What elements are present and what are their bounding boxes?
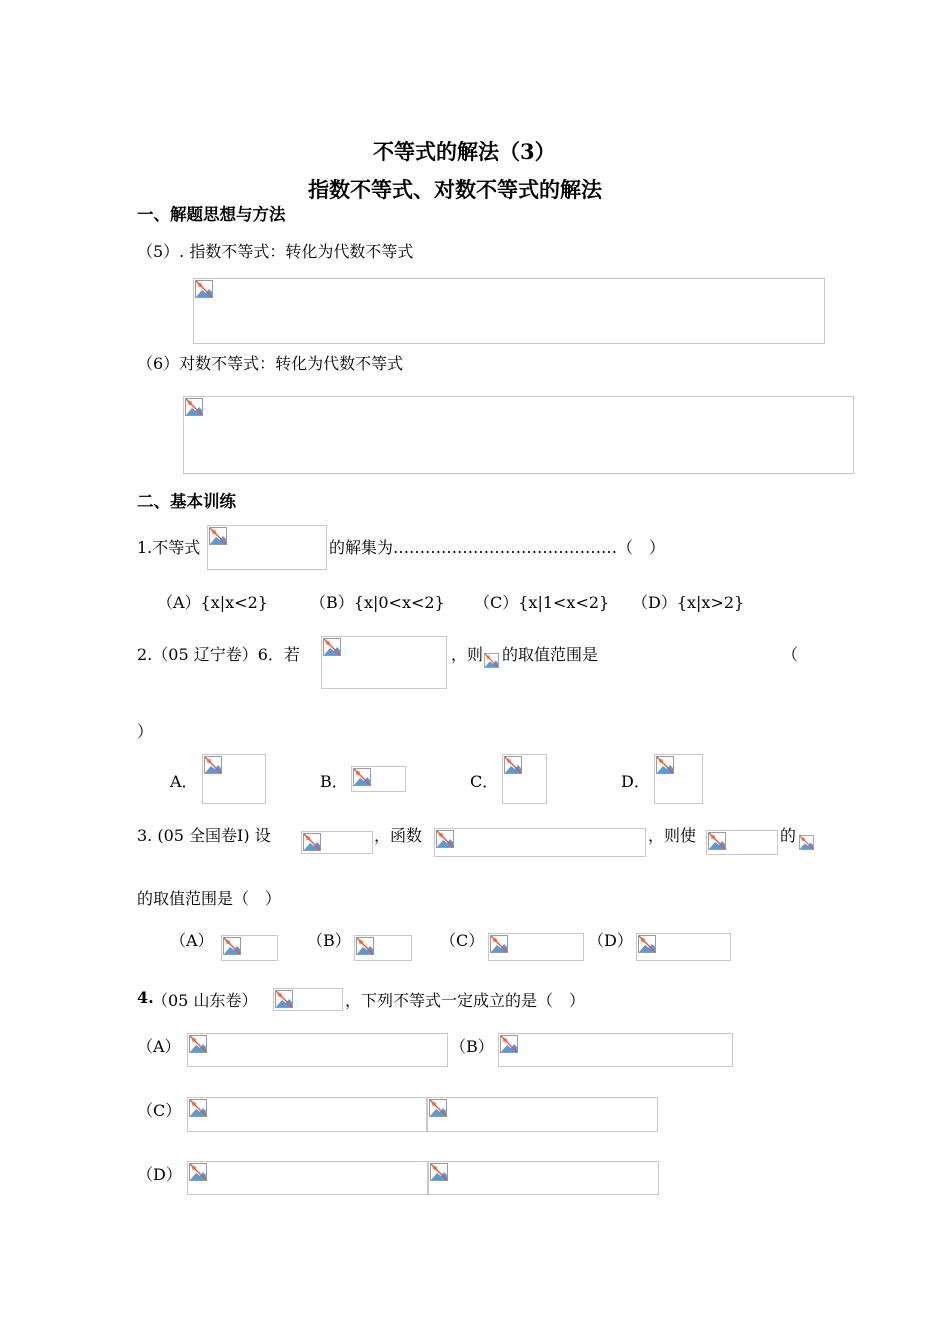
formula-image-box [428,1161,659,1195]
formula-image-box [434,828,646,857]
q4-option-b: （B） [450,1037,494,1056]
q3-mid1: ，函数 [374,826,423,845]
broken-image-icon [204,756,222,774]
item-6-text: （6）对数不等式：转化为代数不等式 [137,354,404,373]
q2-option-c: C． [470,772,499,791]
broken-image-icon [303,833,321,851]
broken-image-icon [209,527,227,545]
q3-option-a: （A） [170,931,214,950]
section-heading-methods: 一、解题思想与方法 [137,205,286,224]
broken-image-icon [656,756,674,774]
formula-image-box [221,935,278,961]
formula-image-box [498,1033,733,1067]
q3-option-b: （B） [307,931,351,950]
broken-image-icon [353,768,371,786]
broken-image-icon [638,935,656,953]
q3-mid3: 的 [780,826,797,845]
formula-image-box [351,766,406,792]
broken-image-icon [799,835,814,850]
q2-paren-close: ） [137,722,154,741]
section-heading-training: 二、基本训练 [137,492,236,511]
broken-image-icon [185,398,203,416]
page-title: 不等式的解法（3） [373,139,556,164]
formula-image-box [321,636,447,689]
formula-image-box [427,1097,658,1132]
q4-prefix: （05 山东卷） [152,991,258,1010]
q2-option-d: D． [621,772,650,791]
q3-mid2: ，则使 [648,826,697,845]
formula-image-box [488,933,584,961]
formula-image-box [484,653,501,670]
q4-option-c: （C） [137,1101,182,1120]
broken-image-icon [429,1099,447,1117]
q4-option-a: （A） [137,1037,181,1056]
formula-image-box [187,1161,428,1195]
formula-image-box [354,935,412,961]
q3-option-d: （D） [588,931,633,950]
q2-suffix: 的取值范围是 [502,645,599,664]
page-subtitle: 指数不等式、对数不等式的解法 [308,177,602,202]
q3-line2: 的取值范围是（ ） [137,889,282,908]
broken-image-icon [436,830,454,848]
q2-prefix: 2.（05 辽宁卷）6．若 [137,645,300,664]
broken-image-icon [189,1035,207,1053]
q2-option-b: B． [320,772,348,791]
q3-option-c: （C） [440,931,485,950]
formula-image-box [502,754,547,804]
broken-image-icon [223,937,241,955]
formula-image-box [706,830,778,855]
broken-image-icon [490,935,508,953]
formula-image-box [799,835,815,851]
formula-image-box [301,831,373,854]
item-5-text: （5）. 指数不等式：转化为代数不等式 [137,242,414,261]
q4-option-d: （D） [137,1165,182,1184]
q4-suffix: ，下列不等式一定成立的是（ ） [345,991,586,1010]
broken-image-icon [323,638,341,656]
broken-image-icon [484,653,499,668]
broken-image-icon [430,1163,448,1181]
q4-number: 4. [137,988,154,1007]
broken-image-icon [189,1099,207,1117]
broken-image-icon [195,280,213,298]
formula-image-box [183,396,854,474]
formula-image-box [193,278,825,344]
broken-image-icon [356,937,374,955]
q3-prefix: 3. (05 全国卷Ⅰ) 设 [137,826,271,845]
q1-option-b: （B）{x|0<x<2} [310,593,445,612]
formula-image-box [654,754,703,804]
formula-image-box [207,525,327,570]
broken-image-icon [189,1163,207,1181]
formula-image-box [273,988,343,1011]
q1-option-c: （C）{x|1<x<2} [474,593,610,612]
q1-option-d: （D）{x|x>2} [632,593,745,612]
q2-mid: ，则 [451,645,484,664]
q1-suffix: 的解集为……………………………………（ ） [329,538,666,557]
q1-option-a: （A）{x|x<2} [157,593,268,612]
formula-image-box [187,1033,448,1067]
q2-paren-open: （ [782,645,799,664]
broken-image-icon [708,832,726,850]
broken-image-icon [500,1035,518,1053]
q1-prefix: 1.不等式 [137,538,201,557]
formula-image-box [636,933,731,961]
q2-option-a: A． [170,772,198,791]
broken-image-icon [275,990,293,1008]
broken-image-icon [504,756,522,774]
formula-image-box [187,1097,427,1132]
formula-image-box [202,754,266,804]
